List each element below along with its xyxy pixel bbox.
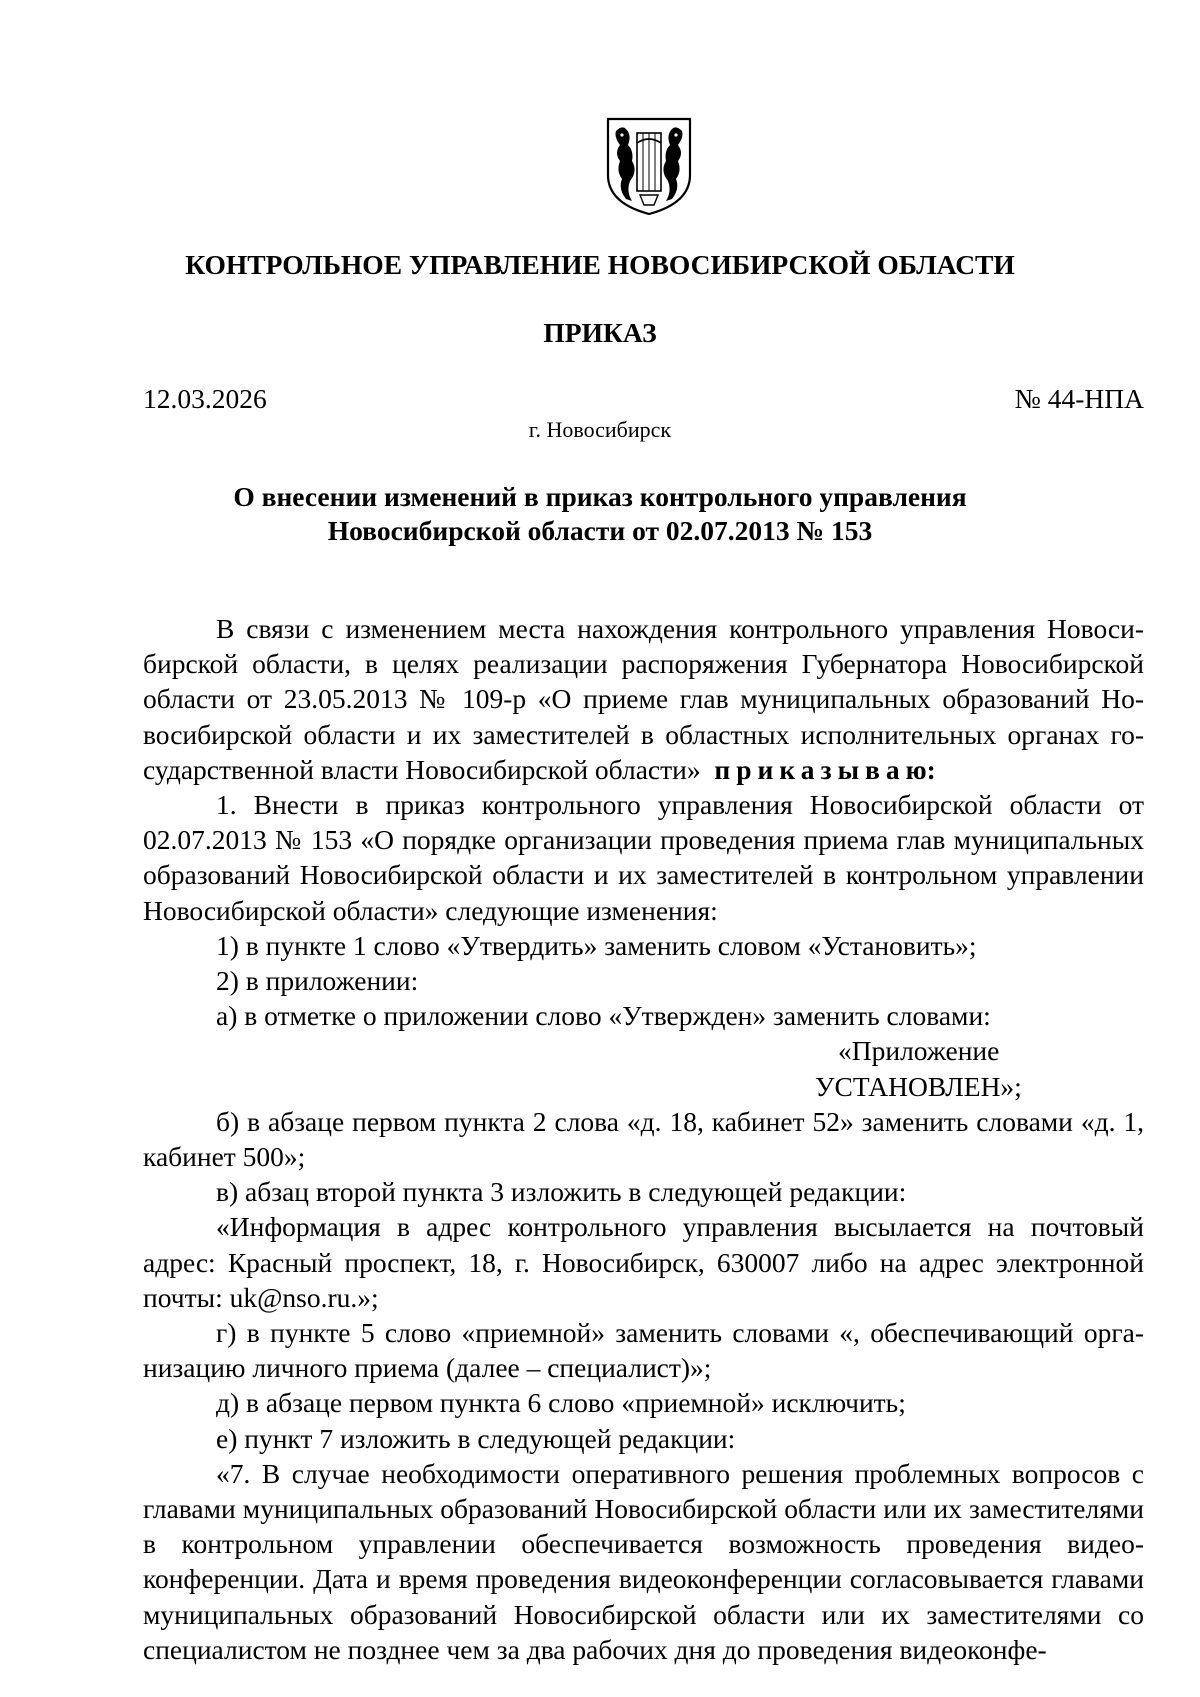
title-line-1: О внесении изменений в приказ контрольного управления [233,481,967,512]
quote-line-2: УСТАНОВЛЕН»; [815,1070,1022,1102]
item-1: 1. Внести в приказ контрольного управления Новосибирской области от 02.07.2013 № 153 «О порядке организации проведения приема глав муниципальных образований Новосибирской области и их заместителей в контрольном управлении Новосибирской области» следующие изменения: [143,789,1144,926]
subitem-2g: г) в пункте 5 слово «приемной» заменить словами «, обеспечивающий организацию личного приема (далее – специалист)»; [143,1317,1144,1384]
order-keyword: приказыва [714,753,906,785]
subitem-2a: а) в отметке о приложении слово «Утвержден» заменить словами: [216,1000,991,1032]
order-title [140,480,1060,548]
title-line-2: Новосибирской области от 02.07.2013 № 153 [327,515,873,546]
subitem-2b: б) в абзаце первом пункта 2 слова «д. 18, кабинет 52» заменить словами «д. 1, кабинет 500»; [143,1105,1144,1173]
document-type: ПРИКАЗ [543,317,657,348]
subitem-1: 1) в пункте 1 слово «Утвердить» заменить словом «Установить»; [216,929,977,961]
subitem-2v: в) абзац второй пункта 3 изложить в следующей редакции: [216,1176,907,1208]
coat-of-arms-icon [604,115,694,217]
subitem-2e: е) пункт 7 изложить в следующей редакции: [216,1422,736,1454]
preamble-text: В связи с изменением места нахождения контрольного управления Новосибирской области, в целях реализации распоряжения Губернатора Новосибирской области от 23.05.2013 № 109-р «О приеме глав муниципальных образований Новосибирской области и их заместителей в областных исполнительных органах государственной власти Новосибирской области» [143,613,1144,785]
preamble-paragraph [143,611,1144,787]
quote-item-7: «7. В случае необходимости оперативного решения проблемных вопросов с главами муниципальных образований Новосибирской области или их заместителями в контрольном управлении обеспечивается возможность проведения видеоконференции. Дата и время проведения видеоконференции согласовывается главами муниципальных образований Новосибирской области или их заместителями со специалистом не позднее чем за два рабочих дня до проведения видеоконфе- [143,1457,1144,1665]
issue-city: г. Новосибирск [528,417,672,442]
quote-line-1: «Приложение [838,1035,1000,1067]
subitem-2: 2) в приложении: [216,965,419,997]
order-date: 12.03.2026 [143,383,267,414]
subitem-2d: д) в абзаце первом пункта 6 слово «приемной» исключить; [216,1387,906,1419]
order-body [143,611,1144,1667]
order-keyword-tail: ю: [905,753,936,785]
agency-name: КОНТРОЛЬНОЕ УПРАВЛЕНИЕ НОВОСИБИРСКОЙ ОБЛАСТИ [185,249,1015,280]
quote-info: «Информация в адрес контрольного управления высылается на почтовый адрес: Красный проспект, 18, г. Новосибирск, 630007 либо на адрес электронной почты: uk@nso.ru.»; [143,1211,1144,1313]
order-number: № 44-НПА [1014,383,1144,414]
